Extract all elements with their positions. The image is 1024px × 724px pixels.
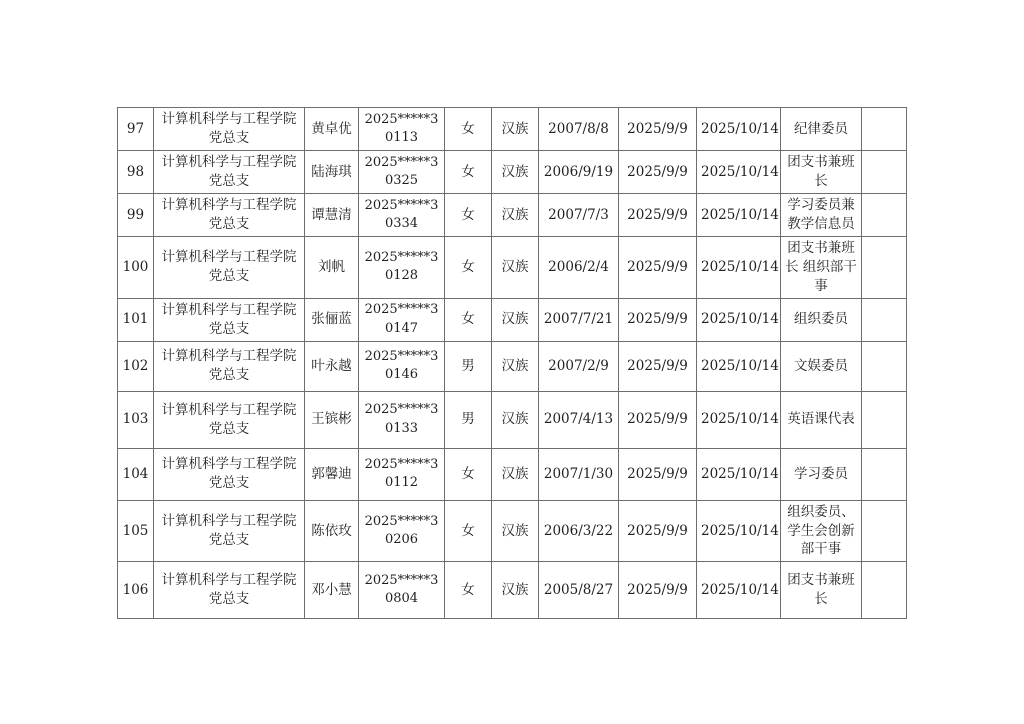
- cell-org: 计算机科学与工程学院党总支: [154, 448, 305, 500]
- cell-role: 纪律委员: [781, 108, 862, 151]
- cell-name: 邓小慧: [305, 562, 359, 619]
- cell-gender: 男: [445, 341, 492, 391]
- cell-date1: 2025/9/9: [619, 500, 697, 562]
- cell-gender: 男: [445, 391, 492, 448]
- cell-no: 102: [118, 341, 154, 391]
- cell-ethnicity: 汉族: [492, 298, 539, 341]
- cell-name: 叶永越: [305, 341, 359, 391]
- cell-date1: 2025/9/9: [619, 108, 697, 151]
- cell-role: 文娱委员: [781, 341, 862, 391]
- table-row: [118, 341, 907, 391]
- cell-note: [862, 108, 907, 151]
- cell-date2: 2025/10/14: [697, 194, 781, 237]
- cell-name: 谭慧清: [305, 194, 359, 237]
- cell-no: 99: [118, 194, 154, 237]
- cell-gender: 女: [445, 298, 492, 341]
- cell-id-masked: 2025*****30206: [359, 500, 445, 562]
- cell-role: 组织委员: [781, 298, 862, 341]
- cell-date2: 2025/10/14: [697, 562, 781, 619]
- cell-role: 英语课代表: [781, 391, 862, 448]
- cell-ethnicity: 汉族: [492, 500, 539, 562]
- cell-date1: 2025/9/9: [619, 562, 697, 619]
- cell-date1: 2025/9/9: [619, 237, 697, 299]
- cell-birth-date: 2007/7/21: [539, 298, 619, 341]
- cell-birth-date: 2007/4/13: [539, 391, 619, 448]
- cell-ethnicity: 汉族: [492, 391, 539, 448]
- cell-org: 计算机科学与工程学院党总支: [154, 108, 305, 151]
- cell-birth-date: 2006/2/4: [539, 237, 619, 299]
- table-row: [118, 151, 907, 194]
- member-table-body: [118, 108, 907, 619]
- cell-note: [862, 391, 907, 448]
- cell-note: [862, 562, 907, 619]
- cell-no: 98: [118, 151, 154, 194]
- cell-no: 105: [118, 500, 154, 562]
- cell-gender: 女: [445, 448, 492, 500]
- cell-date2: 2025/10/14: [697, 237, 781, 299]
- cell-id-masked: 2025*****30146: [359, 341, 445, 391]
- member-table: [117, 107, 907, 619]
- cell-date2: 2025/10/14: [697, 298, 781, 341]
- cell-name: 黄卓优: [305, 108, 359, 151]
- cell-gender: 女: [445, 151, 492, 194]
- cell-id-masked: 2025*****30147: [359, 298, 445, 341]
- cell-date2: 2025/10/14: [697, 108, 781, 151]
- table-row: [118, 298, 907, 341]
- cell-id-masked: 2025*****30804: [359, 562, 445, 619]
- cell-role: 团支书兼班长: [781, 562, 862, 619]
- cell-date1: 2025/9/9: [619, 341, 697, 391]
- table-row: [118, 562, 907, 619]
- cell-gender: 女: [445, 108, 492, 151]
- cell-birth-date: 2007/8/8: [539, 108, 619, 151]
- cell-ethnicity: 汉族: [492, 237, 539, 299]
- cell-role: 团支书兼班长: [781, 151, 862, 194]
- cell-date2: 2025/10/14: [697, 391, 781, 448]
- cell-org: 计算机科学与工程学院党总支: [154, 562, 305, 619]
- cell-name: 王镔彬: [305, 391, 359, 448]
- cell-org: 计算机科学与工程学院党总支: [154, 194, 305, 237]
- cell-note: [862, 151, 907, 194]
- cell-ethnicity: 汉族: [492, 448, 539, 500]
- cell-date2: 2025/10/14: [697, 448, 781, 500]
- cell-date1: 2025/9/9: [619, 448, 697, 500]
- cell-date1: 2025/9/9: [619, 194, 697, 237]
- cell-id-masked: 2025*****30133: [359, 391, 445, 448]
- cell-date1: 2025/9/9: [619, 298, 697, 341]
- cell-id-masked: 2025*****30325: [359, 151, 445, 194]
- cell-id-masked: 2025*****30128: [359, 237, 445, 299]
- cell-ethnicity: 汉族: [492, 151, 539, 194]
- table-row: [118, 500, 907, 562]
- cell-role: 团支书兼班长 组织部干事: [781, 237, 862, 299]
- cell-note: [862, 298, 907, 341]
- cell-no: 97: [118, 108, 154, 151]
- cell-date2: 2025/10/14: [697, 500, 781, 562]
- cell-birth-date: 2007/7/3: [539, 194, 619, 237]
- cell-date1: 2025/9/9: [619, 151, 697, 194]
- table-row: [118, 108, 907, 151]
- cell-date1: 2025/9/9: [619, 391, 697, 448]
- cell-org: 计算机科学与工程学院党总支: [154, 391, 305, 448]
- cell-name: 陆海琪: [305, 151, 359, 194]
- cell-name: 郭馨迪: [305, 448, 359, 500]
- cell-id-masked: 2025*****30113: [359, 108, 445, 151]
- cell-note: [862, 237, 907, 299]
- cell-name: 张俪蓝: [305, 298, 359, 341]
- cell-birth-date: 2007/1/30: [539, 448, 619, 500]
- cell-name: 陈依玫: [305, 500, 359, 562]
- cell-no: 104: [118, 448, 154, 500]
- table-row: [118, 448, 907, 500]
- cell-id-masked: 2025*****30334: [359, 194, 445, 237]
- cell-note: [862, 500, 907, 562]
- cell-gender: 女: [445, 500, 492, 562]
- cell-gender: 女: [445, 237, 492, 299]
- cell-id-masked: 2025*****30112: [359, 448, 445, 500]
- cell-role: 学习委员: [781, 448, 862, 500]
- cell-ethnicity: 汉族: [492, 341, 539, 391]
- cell-no: 100: [118, 237, 154, 299]
- cell-ethnicity: 汉族: [492, 194, 539, 237]
- cell-birth-date: 2005/8/27: [539, 562, 619, 619]
- cell-org: 计算机科学与工程学院党总支: [154, 237, 305, 299]
- cell-no: 106: [118, 562, 154, 619]
- cell-date2: 2025/10/14: [697, 341, 781, 391]
- cell-gender: 女: [445, 194, 492, 237]
- cell-birth-date: 2006/9/19: [539, 151, 619, 194]
- table-row: [118, 237, 907, 299]
- cell-role: 组织委员、学生会创新部干事: [781, 500, 862, 562]
- cell-ethnicity: 汉族: [492, 562, 539, 619]
- cell-note: [862, 194, 907, 237]
- cell-org: 计算机科学与工程学院党总支: [154, 341, 305, 391]
- cell-ethnicity: 汉族: [492, 108, 539, 151]
- cell-birth-date: 2006/3/22: [539, 500, 619, 562]
- cell-date2: 2025/10/14: [697, 151, 781, 194]
- cell-org: 计算机科学与工程学院党总支: [154, 151, 305, 194]
- table-row: [118, 194, 907, 237]
- cell-note: [862, 341, 907, 391]
- cell-birth-date: 2007/2/9: [539, 341, 619, 391]
- cell-org: 计算机科学与工程学院党总支: [154, 298, 305, 341]
- cell-note: [862, 448, 907, 500]
- cell-gender: 女: [445, 562, 492, 619]
- cell-no: 101: [118, 298, 154, 341]
- cell-role: 学习委员兼教学信息员: [781, 194, 862, 237]
- cell-org: 计算机科学与工程学院党总支: [154, 500, 305, 562]
- table-row: [118, 391, 907, 448]
- cell-no: 103: [118, 391, 154, 448]
- cell-name: 刘帆: [305, 237, 359, 299]
